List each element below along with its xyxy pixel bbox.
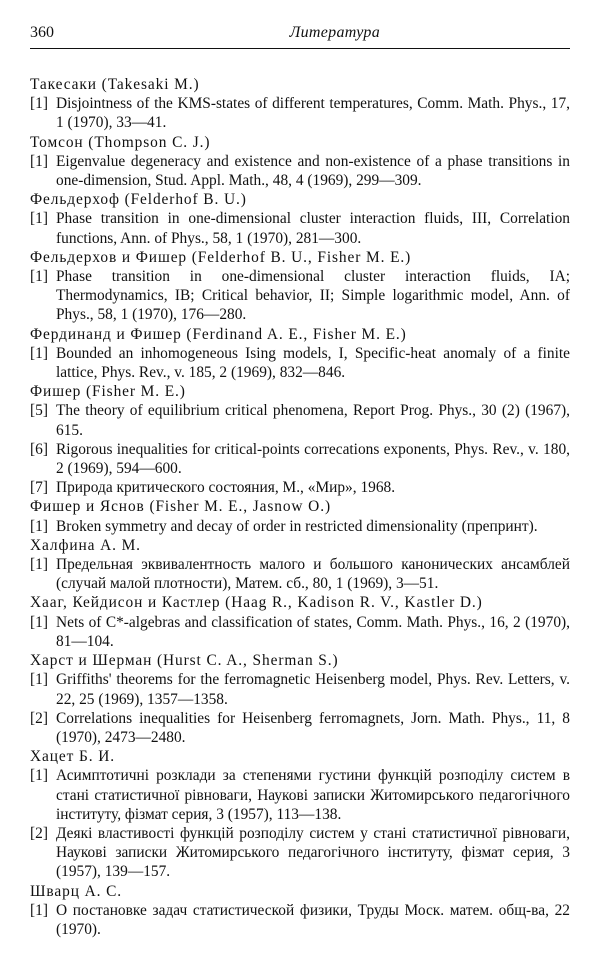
entry-author: Шварц А. С. bbox=[30, 882, 123, 900]
reference-item bbox=[30, 555, 570, 593]
reference-text: О постановке задач статистической физики, Труды Моск. матем. общ-ва, 22 (1970). bbox=[56, 901, 570, 938]
reference-text: Correlations inequalities for Heisenberg ferromagnets, Jorn. Math. Phys., 11, 8 (1970), 2473—2480. bbox=[56, 709, 570, 746]
reference-number: [1] bbox=[30, 95, 48, 113]
bibliography-entry bbox=[30, 190, 570, 248]
reference-item bbox=[30, 901, 570, 939]
reference-number: [2] bbox=[30, 824, 48, 842]
reference-text: Phase transition in one-dimensional cluster interaction fluids, III, Correlation functions, Ann. of Phys., 58, 1 (1970), 281—300. bbox=[56, 210, 570, 247]
entry-author: Харст и Шерман (Hurst C. A., Sherman S.) bbox=[30, 652, 339, 670]
reference-item bbox=[30, 344, 570, 382]
reference-number: [1] bbox=[30, 152, 48, 170]
reference-number: [1] bbox=[30, 613, 48, 631]
reference-item bbox=[30, 209, 570, 247]
reference-item bbox=[30, 613, 570, 651]
entry-author: Хацет Б. И. bbox=[30, 748, 115, 766]
entry-author: Фельдерхоф (Felderhof B. U.) bbox=[30, 191, 247, 209]
running-title: Литература bbox=[289, 24, 380, 41]
reference-item bbox=[30, 440, 570, 478]
reference-item bbox=[30, 267, 570, 325]
page-header bbox=[30, 24, 570, 49]
reference-item bbox=[30, 94, 570, 132]
entry-author: Халфина А. М. bbox=[30, 536, 141, 554]
reference-number: [1] bbox=[30, 268, 48, 286]
reference-number: [1] bbox=[30, 517, 48, 535]
page-number: 360 bbox=[30, 24, 54, 41]
reference-text: Phase transition in one-dimensional cluster interaction fluids, IA; Thermodynamics, IB; Critical behavior, II; Simple logarithmic model, Ann. of Phys., 58, 1 (1970), 176—280. bbox=[56, 268, 570, 324]
entry-author: Такесаки (Takesaki M.) bbox=[30, 76, 200, 93]
bibliography-entry bbox=[30, 325, 570, 383]
reference-number: [1] bbox=[30, 210, 48, 228]
bibliography-entry bbox=[30, 536, 570, 594]
bibliography-entry bbox=[30, 133, 570, 191]
entry-author: Фельдерхов и Фишер (Felderhof B. U., Fisher M. E.) bbox=[30, 248, 412, 266]
bibliography-list bbox=[30, 75, 570, 939]
reference-item bbox=[30, 670, 570, 708]
bibliography-entry bbox=[30, 882, 570, 940]
bibliography-entry bbox=[30, 747, 570, 881]
reference-text: Деякі властивості функцій розподілу систем у стані статистичної рівноваги, Наукові записки Житомирського педагогічного інституту, фізмат серия, 3 (1957), 139—157. bbox=[56, 824, 570, 881]
reference-number: [6] bbox=[30, 440, 48, 458]
bibliography-entry bbox=[30, 651, 570, 747]
reference-number: [1] bbox=[30, 344, 48, 362]
reference-text: Griffiths' theorems for the ferromagnetic Heisenberg model, Phys. Rev. Letters, v. 22, 25 (1969), 1357—1358. bbox=[56, 671, 570, 708]
reference-text: Предельная эквивалентность малого и большого канонических ансамблей (случай малой плотности), Матем. сб., 80, 1 (1969), 3—51. bbox=[56, 556, 570, 593]
reference-text: Eigenvalue degeneracy and existence and non-existence of a phase transitions in one-dimension, Stud. Appl. Math., 48, 4 (1969), 299—309. bbox=[56, 152, 570, 190]
reference-number: [1] bbox=[30, 901, 48, 919]
reference-number: [2] bbox=[30, 709, 48, 727]
reference-text: Disjointness of the KMS-states of different temperatures, Comm. Math. Phys., 17, 1 (1970), 33—41. bbox=[56, 95, 570, 132]
reference-text: Bounded an inhomogeneous Ising models, I, Specific-heat anomaly of a finite lattice, Phys. Rev., v. 185, 2 (1969), 832—846. bbox=[56, 344, 570, 382]
reference-item bbox=[30, 152, 570, 190]
reference-text: Асимптотичні розклади за степенями густини функцій розподілу систем в стані статистичної рівноваги, Наукові записки Житомирського педагогічного інституту, фізмат серия, 3 (1957), 113—138. bbox=[56, 767, 570, 823]
reference-item bbox=[30, 824, 570, 882]
bibliography-entry bbox=[30, 382, 570, 497]
reference-number: [1] bbox=[30, 556, 48, 574]
reference-item bbox=[30, 517, 570, 536]
reference-number: [5] bbox=[30, 402, 48, 420]
reference-text: Rigorous inequalities for critical-points correcations exponents, Phys. Rev., v. 180, 2 (1969), 594—600. bbox=[56, 440, 570, 478]
reference-number: [1] bbox=[30, 671, 48, 689]
book-page bbox=[30, 24, 570, 939]
bibliography-entry bbox=[30, 248, 570, 325]
reference-item bbox=[30, 766, 570, 824]
reference-text: Nets of C*-algebras and classification of states, Comm. Math. Phys., 16, 2 (1970), 81—104. bbox=[56, 613, 570, 650]
bibliography-entry bbox=[30, 593, 570, 651]
reference-text: The theory of equilibrium critical phenomena, Report Prog. Phys., 30 (2) (1967), 615. bbox=[56, 402, 570, 439]
entry-author: Фердинанд и Фишер (Ferdinand A. E., Fisher M. E.) bbox=[30, 325, 407, 343]
reference-item bbox=[30, 709, 570, 747]
bibliography-entry bbox=[30, 497, 570, 535]
reference-text: Природа критического состояния, М., «Мир», 1968. bbox=[56, 479, 396, 497]
bibliography-entry bbox=[30, 75, 570, 133]
entry-author: Фишер и Яснов (Fisher M. E., Jasnow O.) bbox=[30, 498, 331, 516]
entry-author: Томсон (Thompson C. J.) bbox=[30, 133, 211, 151]
entry-author: Хааг, Кейдисон и Кастлер (Haag R., Kadison R. V., Kastler D.) bbox=[30, 594, 483, 612]
entry-author: Фишер (Fisher M. E.) bbox=[30, 383, 186, 401]
reference-item bbox=[30, 478, 570, 497]
reference-number: [1] bbox=[30, 767, 48, 785]
reference-text: Broken symmetry and decay of order in restricted dimensionality (препринт). bbox=[56, 517, 538, 535]
reference-number: [7] bbox=[30, 479, 48, 497]
reference-item bbox=[30, 401, 570, 439]
